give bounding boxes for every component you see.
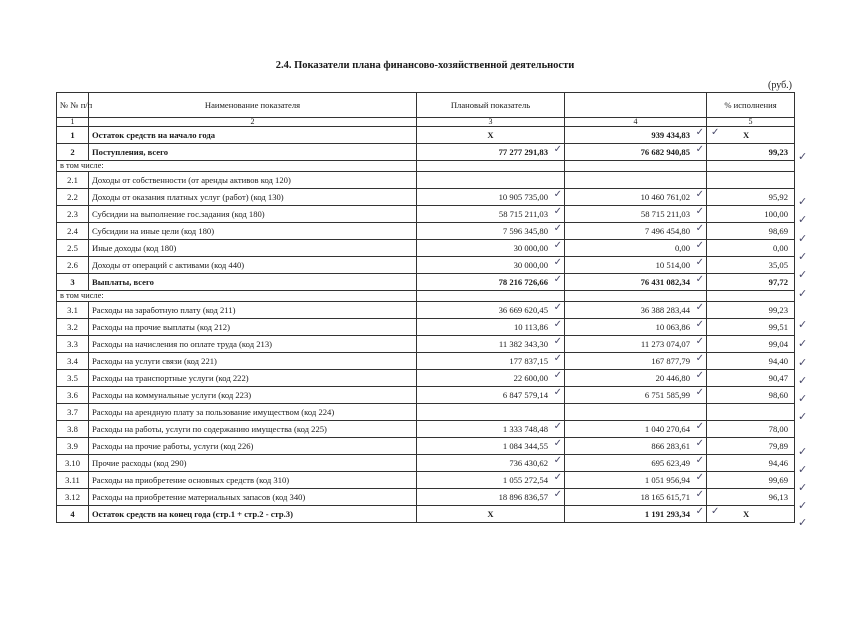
plan-value-text: 736 430,62 (509, 457, 548, 468)
table-row (57, 172, 795, 189)
header-name: Наименование показателя (89, 93, 417, 118)
row-name: Доходы от собственности (от аренды активов код 120) (89, 172, 417, 189)
fact-value-text: 1 191 293,34 (644, 508, 690, 519)
table-row (57, 387, 795, 404)
row-number: 2.1 (57, 172, 89, 189)
row-name: Поступления, всего (89, 144, 417, 161)
plan-value-text: 11 382 343,30 (498, 338, 548, 349)
fact-value-text: 10 063,86 (655, 321, 690, 332)
fact-value-text: 695 623,49 (651, 457, 690, 468)
percent-value (707, 370, 795, 387)
check-mark-icon: ✓ (798, 250, 808, 263)
fact-value (565, 240, 707, 257)
table-row (57, 455, 795, 472)
column-index: 4 (565, 118, 707, 127)
header-num: № № п/п (57, 93, 89, 118)
plan-value-text: 7 596 345,80 (502, 225, 548, 236)
plan-value (417, 438, 565, 455)
check-mark-icon: ✓ (798, 499, 808, 512)
check-mark-icon: ✓ (553, 257, 562, 268)
row-name: Субсидии на иные цели (код 180) (89, 223, 417, 240)
check-mark-icon: ✓ (695, 240, 704, 251)
percent-value-text: 98,69 (768, 225, 788, 236)
percent-value (707, 387, 795, 404)
check-mark-icon: ✓ (695, 144, 704, 155)
row-number: 3 (57, 274, 89, 291)
plan-value-text: X (487, 129, 494, 140)
check-mark-icon: ✓ (798, 463, 808, 476)
plan-value-text: 22 600,00 (513, 372, 548, 383)
plan-value (417, 506, 565, 523)
percent-value (707, 127, 795, 144)
percent-value-text: 79,89 (768, 440, 788, 451)
table-row (57, 404, 795, 421)
plan-value (417, 144, 565, 161)
percent-value-text: 96,13 (768, 491, 788, 502)
check-mark-icon: ✓ (553, 387, 562, 398)
table-row (57, 438, 795, 455)
check-mark-icon: ✓ (553, 274, 562, 285)
plan-value-text: 10 905 735,00 (498, 191, 548, 202)
table-row (57, 506, 795, 523)
check-mark-icon: ✓ (798, 356, 808, 369)
check-mark-icon: ✓ (553, 144, 562, 155)
check-mark-icon: ✓ (798, 337, 808, 350)
empty-cell (417, 161, 565, 172)
fact-value (565, 206, 707, 223)
check-mark-icon: ✓ (695, 206, 704, 217)
plan-value (417, 127, 565, 144)
percent-value (707, 489, 795, 506)
percent-value-text: 35,05 (768, 259, 788, 270)
percent-value (707, 353, 795, 370)
percent-value (707, 302, 795, 319)
table-row (57, 206, 795, 223)
fact-value-text: 167 877,79 (651, 355, 690, 366)
header-fact (565, 93, 707, 118)
fact-value (565, 172, 707, 189)
row-name: Расходы на прочие выплаты (код 212) (89, 319, 417, 336)
table-row (57, 421, 795, 438)
percent-value (707, 404, 795, 421)
row-name: Расходы на коммунальные услуги (код 223) (89, 387, 417, 404)
row-name: Расходы на работы, услуги по содержанию имущества (код 225) (89, 421, 417, 438)
fact-value-text: 1 040 270,64 (644, 423, 690, 434)
fact-value (565, 506, 707, 523)
check-mark-icon: ✓ (695, 421, 704, 432)
fact-value (565, 353, 707, 370)
percent-value-text: 0,00 (772, 242, 788, 253)
percent-value-text: 97,72 (768, 276, 788, 287)
fact-value-text: 58 715 211,03 (640, 208, 690, 219)
plan-value (417, 257, 565, 274)
percent-value (707, 206, 795, 223)
check-mark-icon: ✓ (553, 336, 562, 347)
fact-value-text: 11 273 074,07 (640, 338, 690, 349)
column-index: 1 (57, 118, 89, 127)
fact-value (565, 472, 707, 489)
plan-value (417, 240, 565, 257)
percent-value-text: 95,92 (768, 191, 788, 202)
check-mark-icon: ✓ (695, 274, 704, 285)
check-mark-icon: ✓ (695, 257, 704, 268)
plan-value (417, 336, 565, 353)
percent-value-text: 99,23 (768, 146, 788, 157)
percent-value (707, 438, 795, 455)
row-number: 3.5 (57, 370, 89, 387)
check-mark-icon: ✓ (798, 374, 808, 387)
fact-value (565, 404, 707, 421)
fact-value (565, 438, 707, 455)
table-row (57, 189, 795, 206)
fact-value-text: 10 460 761,02 (640, 191, 690, 202)
plan-value (417, 421, 565, 438)
percent-value (707, 172, 795, 189)
percent-value (707, 455, 795, 472)
plan-value (417, 206, 565, 223)
fact-value (565, 421, 707, 438)
row-name: Выплаты, всего (89, 274, 417, 291)
row-number: 3.4 (57, 353, 89, 370)
row-number: 2 (57, 144, 89, 161)
plan-value (417, 353, 565, 370)
percent-value (707, 144, 795, 161)
check-mark-icon: ✓ (553, 206, 562, 217)
row-name: Расходы на прочие работы, услуги (код 226) (89, 438, 417, 455)
fact-value (565, 336, 707, 353)
check-mark-icon: ✓ (553, 223, 562, 234)
percent-value-text: 94,40 (768, 355, 788, 366)
percent-value (707, 421, 795, 438)
check-mark-icon: ✓ (553, 472, 562, 483)
table-row (57, 274, 795, 291)
fact-value-text: 7 496 454,80 (644, 225, 690, 236)
table-row (57, 127, 795, 144)
table-row (57, 336, 795, 353)
plan-value (417, 223, 565, 240)
row-name: Остаток средств на начало года (89, 127, 417, 144)
row-number: 2.3 (57, 206, 89, 223)
row-number: 2.4 (57, 223, 89, 240)
check-mark-icon: ✓ (553, 438, 562, 449)
percent-value-text: 100,00 (764, 208, 788, 219)
percent-value (707, 189, 795, 206)
table-row (57, 257, 795, 274)
table-row (57, 144, 795, 161)
fact-value-text: 76 682 940,85 (640, 146, 690, 157)
percent-value (707, 274, 795, 291)
plan-value (417, 455, 565, 472)
section-label: в том числе: (57, 291, 417, 302)
plan-value-text: 78 216 726,66 (498, 276, 548, 287)
plan-value-text: 18 896 836,57 (498, 491, 548, 502)
header-plan: Плановый показатель (417, 93, 565, 118)
table-row (57, 353, 795, 370)
fact-value-text: 10 514,00 (655, 259, 690, 270)
row-name: Расходы на услуги связи (код 221) (89, 353, 417, 370)
check-mark-icon: ✓ (798, 195, 808, 208)
check-mark-icon: ✓ (553, 189, 562, 200)
empty-cell (565, 291, 707, 302)
fact-value-text: 866 283,61 (651, 440, 690, 451)
check-mark-icon: ✓ (695, 506, 704, 517)
table-header-row (57, 93, 795, 118)
fact-value (565, 144, 707, 161)
plan-value (417, 319, 565, 336)
row-name: Доходы от операций с активами (код 440) (89, 257, 417, 274)
percent-value-text: 94,46 (768, 457, 788, 468)
percent-value (707, 472, 795, 489)
row-number: 2.5 (57, 240, 89, 257)
check-mark-icon: ✓ (695, 489, 704, 500)
fact-value (565, 387, 707, 404)
column-index-row (57, 118, 795, 127)
check-mark-icon: ✓ (798, 213, 808, 226)
plan-value (417, 172, 565, 189)
plan-value-text: 30 000,00 (513, 259, 548, 270)
row-number: 4 (57, 506, 89, 523)
row-name: Расходы на транспортные услуги (код 222) (89, 370, 417, 387)
check-mark-icon: ✓ (553, 489, 562, 500)
plan-value (417, 404, 565, 421)
plan-value-text: 1 084 344,55 (502, 440, 548, 451)
fact-value-text: 6 751 585,99 (644, 389, 690, 400)
row-name: Расходы на начисления по оплате труда (код 213) (89, 336, 417, 353)
fact-value (565, 274, 707, 291)
fact-value (565, 489, 707, 506)
plan-value (417, 387, 565, 404)
row-number: 3.12 (57, 489, 89, 506)
table-row (57, 489, 795, 506)
fact-value (565, 189, 707, 206)
check-mark-icon: ✓ (695, 438, 704, 449)
check-mark-icon: ✓ (695, 302, 704, 313)
check-mark-icon: ✓ (553, 421, 562, 432)
percent-value-text: X (743, 508, 750, 519)
check-mark-icon: ✓ (553, 302, 562, 313)
row-number: 3.1 (57, 302, 89, 319)
empty-cell (707, 161, 795, 172)
check-mark-icon: ✓ (798, 445, 808, 458)
percent-value (707, 506, 795, 523)
fact-value (565, 319, 707, 336)
financial-plan-table (56, 92, 795, 523)
table-row (57, 319, 795, 336)
row-name: Доходы от оказания платных услуг (работ) (код 130) (89, 189, 417, 206)
table-row (57, 472, 795, 489)
plan-value (417, 489, 565, 506)
percent-value (707, 319, 795, 336)
table-row (57, 302, 795, 319)
check-mark-icon: ✓ (695, 472, 704, 483)
row-number: 3.6 (57, 387, 89, 404)
plan-value-text: 6 847 579,14 (502, 389, 548, 400)
row-number: 3.7 (57, 404, 89, 421)
plan-value (417, 370, 565, 387)
fact-value (565, 302, 707, 319)
check-mark-icon: ✓ (798, 318, 808, 331)
empty-cell (565, 161, 707, 172)
plan-value-text: 1 333 748,48 (502, 423, 548, 434)
table-row (57, 370, 795, 387)
check-mark-icon: ✓ (695, 353, 704, 364)
section-row (57, 291, 795, 302)
check-mark-icon: ✓ (695, 223, 704, 234)
row-number: 2.6 (57, 257, 89, 274)
plan-value-text: 30 000,00 (513, 242, 548, 253)
row-number: 2.2 (57, 189, 89, 206)
row-name: Расходы на заработную плату (код 211) (89, 302, 417, 319)
percent-value-text: 99,51 (768, 321, 788, 332)
empty-cell (417, 291, 565, 302)
check-mark-icon: ✓ (695, 455, 704, 466)
fact-value-text: 18 165 615,71 (640, 491, 690, 502)
check-mark-icon: ✓ (553, 319, 562, 330)
percent-value-text: 78,00 (768, 423, 788, 434)
percent-value-text: 90,47 (768, 372, 788, 383)
row-number: 3.9 (57, 438, 89, 455)
check-mark-icon: ✓ (553, 240, 562, 251)
plan-value (417, 189, 565, 206)
column-index: 3 (417, 118, 565, 127)
percent-value-text: 99,04 (768, 338, 788, 349)
fact-value-text: 76 431 082,34 (640, 276, 690, 287)
check-mark-icon: ✓ (553, 370, 562, 381)
row-number: 3.10 (57, 455, 89, 472)
plan-value-text: X (487, 508, 494, 519)
fact-value-text: 36 388 283,44 (640, 304, 690, 315)
row-name: Расходы на арендную плату за пользование имуществом (код 224) (89, 404, 417, 421)
row-name: Субсидии на выполнение гос.задания (код 180) (89, 206, 417, 223)
section-label: в том числе: (57, 161, 417, 172)
row-number: 3.8 (57, 421, 89, 438)
check-mark-icon: ✓ (695, 370, 704, 381)
fact-value (565, 370, 707, 387)
row-number: 3.2 (57, 319, 89, 336)
check-mark-icon: ✓ (798, 392, 808, 405)
fact-value (565, 257, 707, 274)
plan-value-text: 58 715 211,03 (498, 208, 548, 219)
row-name: Расходы на приобретение основных средств (код 310) (89, 472, 417, 489)
plan-value (417, 302, 565, 319)
header-pct: % исполнения (707, 93, 795, 118)
column-index: 2 (89, 118, 417, 127)
table-body (57, 127, 795, 523)
fact-value-text: 939 434,83 (651, 129, 690, 140)
percent-value (707, 240, 795, 257)
row-name: Прочие расходы (код 290) (89, 455, 417, 472)
check-mark-icon: ✓ (695, 319, 704, 330)
fact-value (565, 223, 707, 240)
table-row (57, 223, 795, 240)
check-mark-icon: ✓ (798, 287, 808, 300)
units-label: (руб.) (768, 80, 792, 91)
check-mark-icon: ✓ (798, 232, 808, 245)
plan-value-text: 10 113,86 (513, 321, 548, 332)
check-mark-icon: ✓ (798, 150, 808, 163)
percent-value (707, 336, 795, 353)
section-row (57, 161, 795, 172)
plan-value-text: 1 055 272,54 (502, 474, 548, 485)
check-mark-icon: ✓ (711, 506, 720, 517)
plan-value-text: 77 277 291,83 (498, 146, 548, 157)
fact-value-text: 20 446,80 (655, 372, 690, 383)
row-number: 3.11 (57, 472, 89, 489)
fact-value (565, 127, 707, 144)
plan-value-text: 36 669 620,45 (498, 304, 548, 315)
percent-value-text: 99,23 (768, 304, 788, 315)
row-name: Остаток средств на конец года (стр.1 + стр.2 - стр.3) (89, 506, 417, 523)
column-index: 5 (707, 118, 795, 127)
check-mark-icon: ✓ (798, 516, 808, 529)
check-mark-icon: ✓ (553, 353, 562, 364)
page-title: 2.4. Показатели плана финансово-хозяйственной деятельности (275, 60, 575, 71)
check-mark-icon: ✓ (711, 127, 720, 138)
fact-value-text: 0,00 (674, 242, 690, 253)
check-mark-icon: ✓ (695, 336, 704, 347)
check-mark-icon: ✓ (695, 189, 704, 200)
check-mark-icon: ✓ (798, 410, 808, 423)
percent-value (707, 257, 795, 274)
table-row (57, 240, 795, 257)
row-name: Расходы на приобретение материальных запасов (код 340) (89, 489, 417, 506)
fact-value (565, 455, 707, 472)
check-mark-icon: ✓ (695, 127, 704, 138)
percent-value-text: 98,60 (768, 389, 788, 400)
plan-value-text: 177 837,15 (509, 355, 548, 366)
row-number: 1 (57, 127, 89, 144)
row-name: Иные доходы (код 180) (89, 240, 417, 257)
percent-value (707, 223, 795, 240)
check-mark-icon: ✓ (798, 481, 808, 494)
percent-value-text: 99,69 (768, 474, 788, 485)
check-mark-icon: ✓ (798, 268, 808, 281)
empty-cell (707, 291, 795, 302)
check-mark-icon: ✓ (553, 455, 562, 466)
percent-value-text: X (743, 129, 750, 140)
check-mark-icon: ✓ (695, 387, 704, 398)
fact-value-text: 1 051 956,94 (644, 474, 690, 485)
plan-value (417, 472, 565, 489)
row-number: 3.3 (57, 336, 89, 353)
plan-value (417, 274, 565, 291)
